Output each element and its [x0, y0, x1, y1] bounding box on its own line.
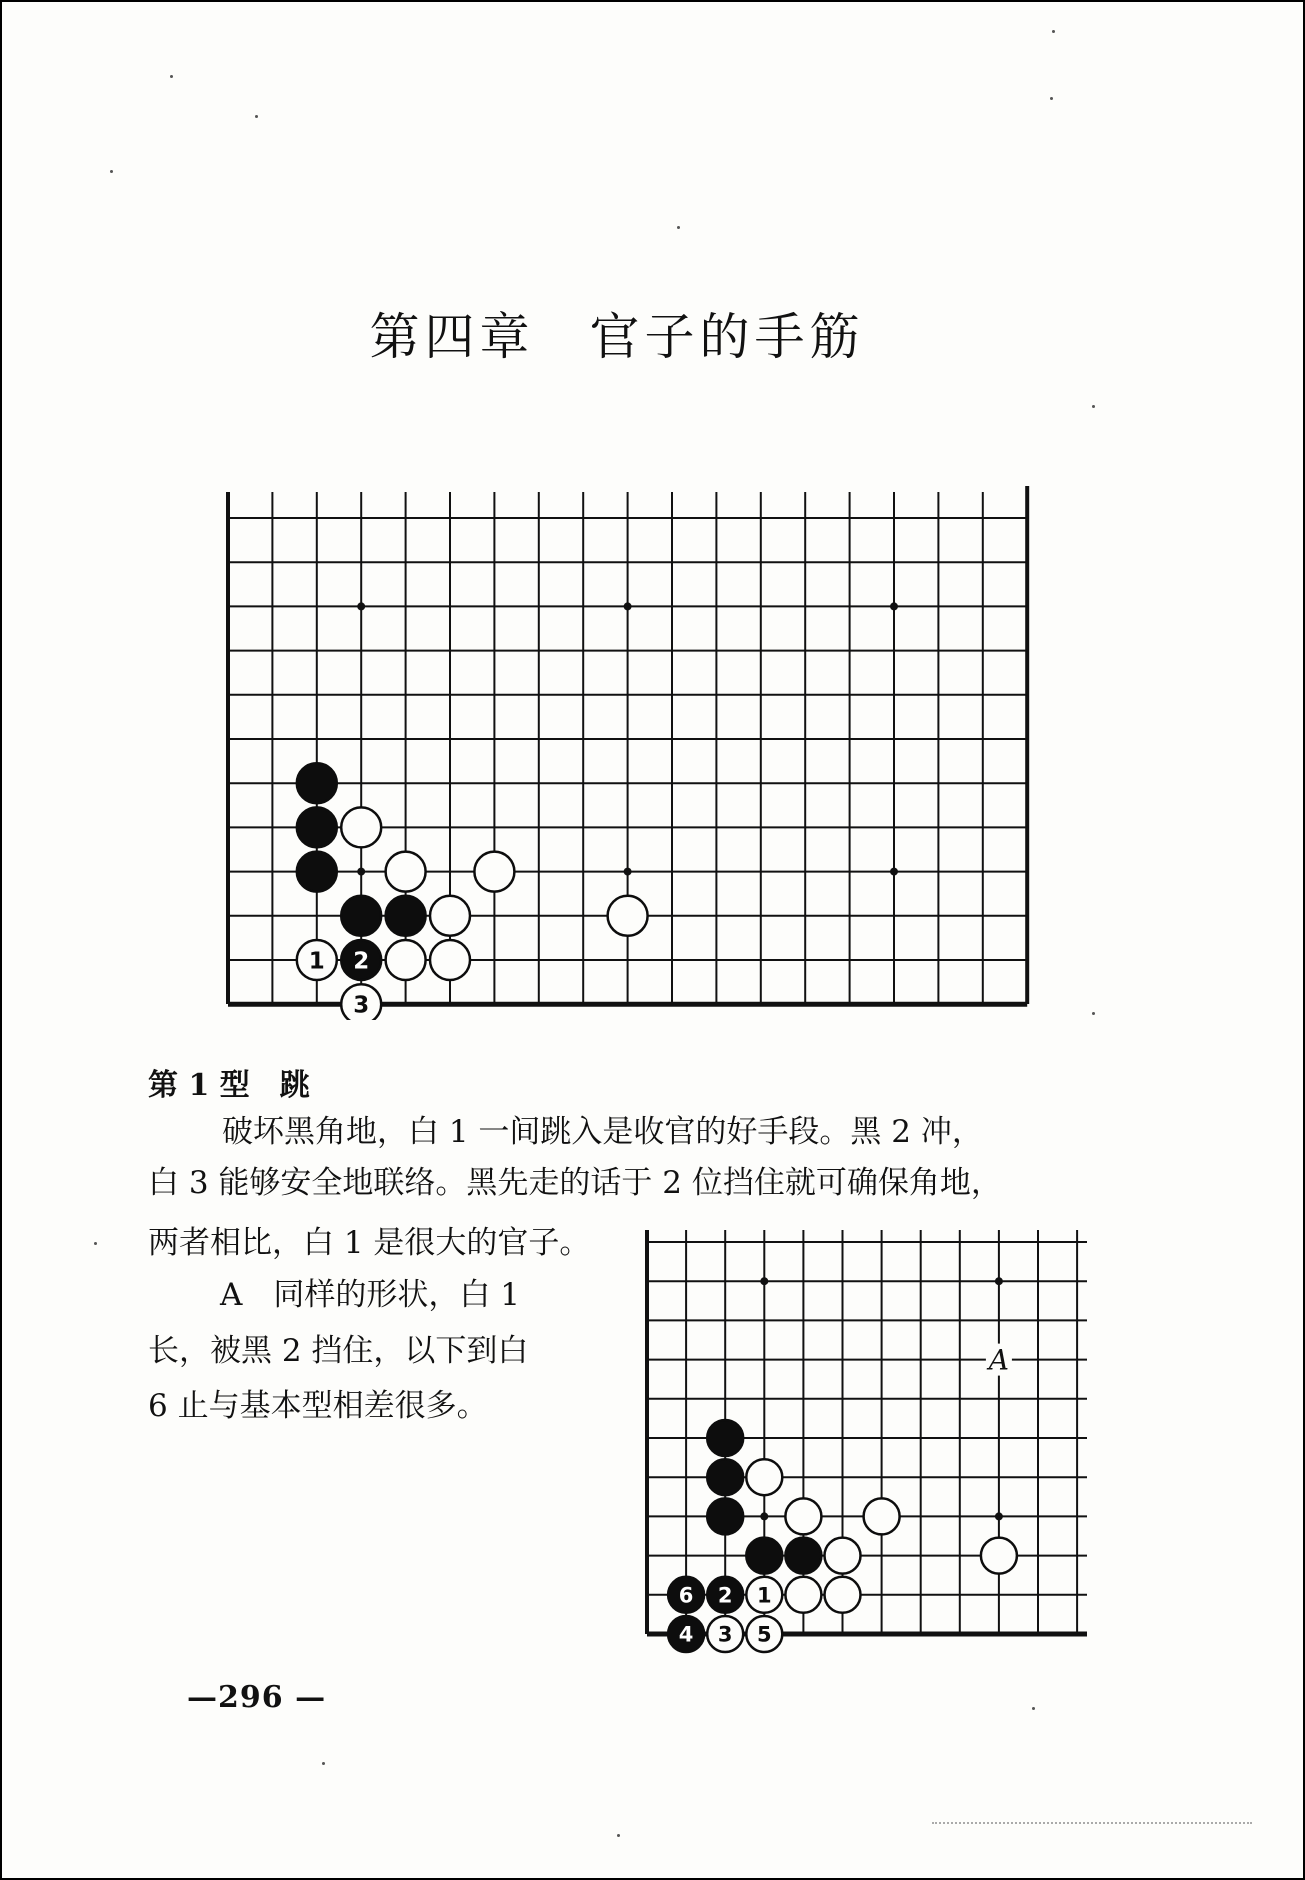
- hoshi-point: [357, 602, 365, 610]
- speck: [110, 170, 113, 173]
- stone-move-number: 4: [678, 1622, 694, 1647]
- paragraph-line: 破坏黑角地，白 1 一间跳入是收官的好手段。黑 2 冲，: [222, 1114, 983, 1150]
- black-stone: [707, 1498, 743, 1534]
- stone-move-number: 1: [308, 948, 325, 975]
- white-stone: [341, 807, 381, 847]
- go-board-diagram-main: [212, 480, 1032, 1020]
- board-marker-label: A: [988, 1343, 1010, 1377]
- white-stone: [785, 1498, 821, 1534]
- white-stone: [785, 1577, 821, 1613]
- speck: [1052, 30, 1055, 33]
- page-number: —296 —: [187, 1680, 327, 1715]
- stone-move-number: 3: [717, 1622, 733, 1647]
- hoshi-point: [890, 868, 898, 876]
- white-stone: [430, 896, 470, 936]
- white-stone: [825, 1577, 861, 1613]
- black-stone: [297, 763, 337, 803]
- speck: [1032, 1707, 1035, 1710]
- black-stone: [707, 1420, 743, 1456]
- white-stone: [386, 852, 426, 892]
- white-stone: [981, 1538, 1017, 1574]
- paragraph-line: 6 止与基本型相差很多。: [148, 1388, 488, 1424]
- hoshi-point: [995, 1277, 1003, 1285]
- black-stone: [341, 896, 381, 936]
- hoshi-point: [760, 1277, 768, 1285]
- speck: [1092, 405, 1095, 408]
- white-stone: [430, 940, 470, 980]
- stone-move-number: 3: [353, 992, 370, 1019]
- hoshi-point: [890, 602, 898, 610]
- hoshi-point: [624, 868, 632, 876]
- stone-move-number: 5: [756, 1622, 772, 1647]
- section-heading: 第 1 型 跳: [148, 1068, 310, 1103]
- white-stone: [608, 896, 648, 936]
- black-stone: [297, 852, 337, 892]
- white-stone: [474, 852, 514, 892]
- hoshi-point: [624, 602, 632, 610]
- hoshi-point: [357, 868, 365, 876]
- white-stone: [825, 1538, 861, 1574]
- white-stone: [746, 1459, 782, 1495]
- black-stone: [746, 1538, 782, 1574]
- speck: [617, 1834, 620, 1837]
- white-stone: [386, 940, 426, 980]
- black-stone: [785, 1538, 821, 1574]
- hoshi-point: [995, 1512, 1003, 1520]
- speck: [1050, 97, 1053, 100]
- white-stone: [864, 1498, 900, 1534]
- stone-move-number: 6: [678, 1583, 694, 1608]
- speck: [322, 1762, 325, 1765]
- paragraph-line: 两者相比，白 1 是很大的官子。: [148, 1225, 591, 1261]
- stone-move-number: 2: [717, 1583, 733, 1608]
- paragraph-line: A 同样的形状，白 1: [220, 1277, 520, 1313]
- speck: [255, 115, 258, 118]
- black-stone: [707, 1459, 743, 1495]
- speck: [94, 1242, 97, 1245]
- speck: [1092, 1012, 1095, 1015]
- hoshi-point: [760, 1512, 768, 1520]
- stone-move-number: 1: [756, 1583, 772, 1608]
- black-stone: [386, 896, 426, 936]
- paragraph-line: 白 3 能够安全地联络。黑先走的话于 2 位挡住就可确保角地，: [148, 1165, 1002, 1201]
- scan-artifact: [932, 1822, 1252, 1824]
- speck: [677, 226, 680, 229]
- go-board-diagram-a: [632, 1220, 1102, 1660]
- speck: [170, 75, 173, 78]
- black-stone: [297, 807, 337, 847]
- stone-move-number: 2: [353, 948, 370, 975]
- paragraph-line: 长，被黑 2 挡住，以下到白: [148, 1333, 529, 1369]
- chapter-title: 第四章 官子的手筋: [369, 308, 865, 366]
